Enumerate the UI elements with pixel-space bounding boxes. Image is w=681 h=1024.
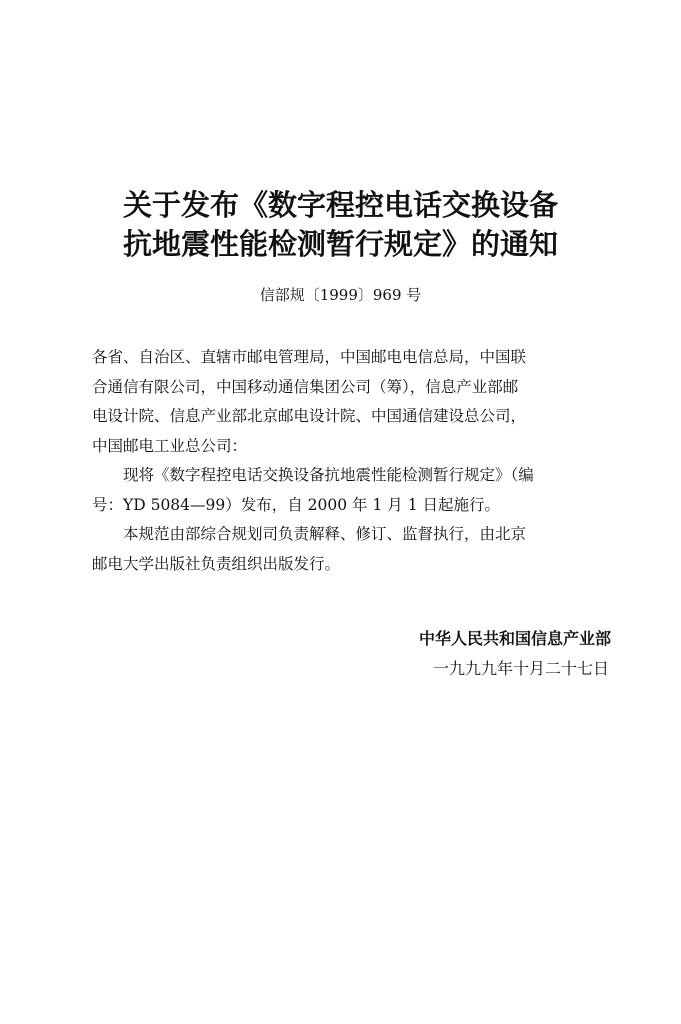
issue-date: 一九九九年十月二十七日: [432, 659, 609, 678]
notice-body: [92, 343, 637, 579]
recipients-line-2: 合通信有限公司，中国移动通信集团公司（筹），信息产业部邮: [92, 377, 519, 396]
paragraph-2-line-1: 本规范由部综合规划司负责解释、修订、监督执行，由北京: [123, 525, 527, 543]
paragraph-2-line-2: 邮电大学出版社负责组织出版发行。: [92, 554, 341, 573]
document-number: 信部规〔1999〕969 号: [259, 286, 422, 304]
notice-title-line-2: 抗地震性能检测暂行规定》的通知: [122, 227, 558, 261]
notice-title-line-1: 关于发布《数字程控电话交换设备: [122, 188, 558, 222]
issuing-organization: 中华人民共和国信息产业部: [418, 629, 611, 648]
recipients-line-3: 电设计院、信息产业部北京邮电设计院、中国通信建设总公司，: [92, 407, 527, 425]
paragraph-1-line-2: 号：YD 5084—99）发布，自 2000 年 1 月 1 日起施行。: [92, 495, 500, 514]
recipients-line-4: 中国邮电工业总公司：: [92, 436, 248, 455]
paragraph-1-line-1: 现将《数字程控电话交换设备抗地震性能检测暂行规定》（编: [123, 466, 534, 484]
recipients-line-1: 各省、自治区、直辖市邮电管理局，中国邮电电信总局，中国联: [92, 348, 527, 366]
